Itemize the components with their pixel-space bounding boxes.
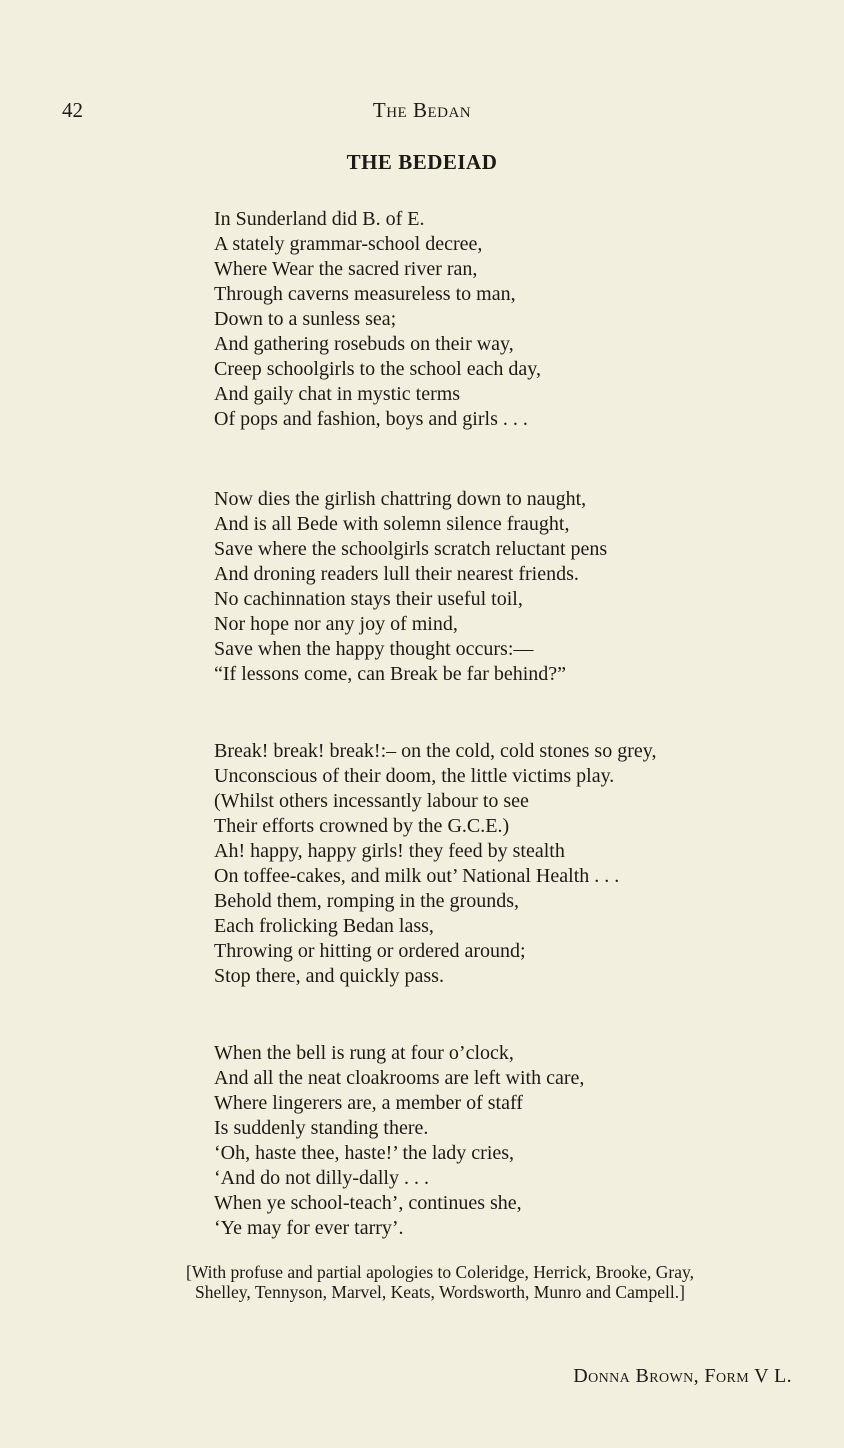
poem-line: On toffee-cakes, and milk out’ National Health . . . — [214, 865, 620, 887]
poem-line: Ah! happy, happy girls! they feed by stealth — [214, 840, 565, 862]
poem-line: A stately grammar-school decree, — [214, 233, 483, 255]
footnote-line: Shelley, Tennyson, Marvel, Keats, Wordsworth, Munro and Campell.] — [195, 1282, 685, 1302]
poem-line: ‘And do not dilly-dally . . . — [214, 1167, 429, 1189]
stanza-4 — [214, 1041, 814, 1241]
poem-line: Down to a sunless sea; — [214, 308, 397, 330]
poem-title: THE BEDEIAD — [346, 150, 498, 174]
poem-line: When ye school-teach’, continues she, — [214, 1192, 522, 1214]
poem-line: Is suddenly standing there. — [214, 1117, 429, 1139]
poem-line: And gathering rosebuds on their way, — [214, 333, 514, 355]
footnote-line: [With profuse and partial apologies to Coleridge, Herrick, Brooke, Gray, — [186, 1262, 694, 1282]
stanza-3 — [214, 739, 814, 989]
poem-line: And gaily chat in mystic terms — [214, 383, 461, 405]
footnote — [80, 1262, 800, 1302]
stanza-1 — [214, 207, 814, 432]
poem-line: And all the neat cloakrooms are left with care, — [214, 1067, 585, 1089]
poem-line: Creep schoolgirls to the school each day, — [214, 358, 541, 380]
page-number: 42 — [62, 98, 83, 122]
poem-line: Each frolicking Bedan lass, — [214, 915, 434, 937]
poem-line: Save when the happy thought occurs:— — [214, 638, 534, 660]
running-title: The Bedan — [372, 98, 472, 122]
poem-line: Break! break! break!:– on the cold, cold stones so grey, — [214, 740, 657, 762]
poem-line: ‘Oh, haste thee, haste!’ the lady cries, — [214, 1142, 515, 1164]
poem-line: Unconscious of their doom, the little victims play. — [214, 765, 615, 787]
poem-line: Save where the schoolgirls scratch reluctant pens — [214, 538, 608, 560]
poem-line: Of pops and fashion, boys and girls . . . — [214, 408, 528, 430]
poem-line: Behold them, romping in the grounds, — [214, 890, 519, 912]
poem-line: Through caverns measureless to man, — [214, 283, 516, 305]
poem-line: ‘Ye may for ever tarry’. — [214, 1217, 404, 1239]
poem-line: Now dies the girlish chattring down to naught, — [214, 488, 587, 510]
poem-line: Where lingerers are, a member of staff — [214, 1092, 523, 1114]
poem-line: (Whilst others incessantly labour to see — [214, 790, 529, 812]
poem-line: Stop there, and quickly pass. — [214, 965, 444, 987]
poem-line: “If lessons come, can Break be far behind?” — [214, 663, 567, 685]
poem-line: Nor hope nor any joy of mind, — [214, 613, 458, 635]
poem-line: And is all Bede with solemn silence fraught, — [214, 513, 570, 535]
poem-line: When the bell is rung at four o’clock, — [214, 1042, 514, 1064]
poem-line: Throwing or hitting or ordered around; — [214, 940, 526, 962]
poem-line: In Sunderland did B. of E. — [214, 208, 425, 230]
poem-line: No cachinnation stays their useful toil, — [214, 588, 523, 610]
stanza-2 — [214, 487, 814, 687]
author-signature: Donna Brown, Form V L. — [573, 1365, 792, 1387]
poem-line: And droning readers lull their nearest friends. — [214, 563, 579, 585]
poem-line: Their efforts crowned by the G.C.E.) — [214, 815, 510, 837]
poem-line: Where Wear the sacred river ran, — [214, 258, 478, 280]
